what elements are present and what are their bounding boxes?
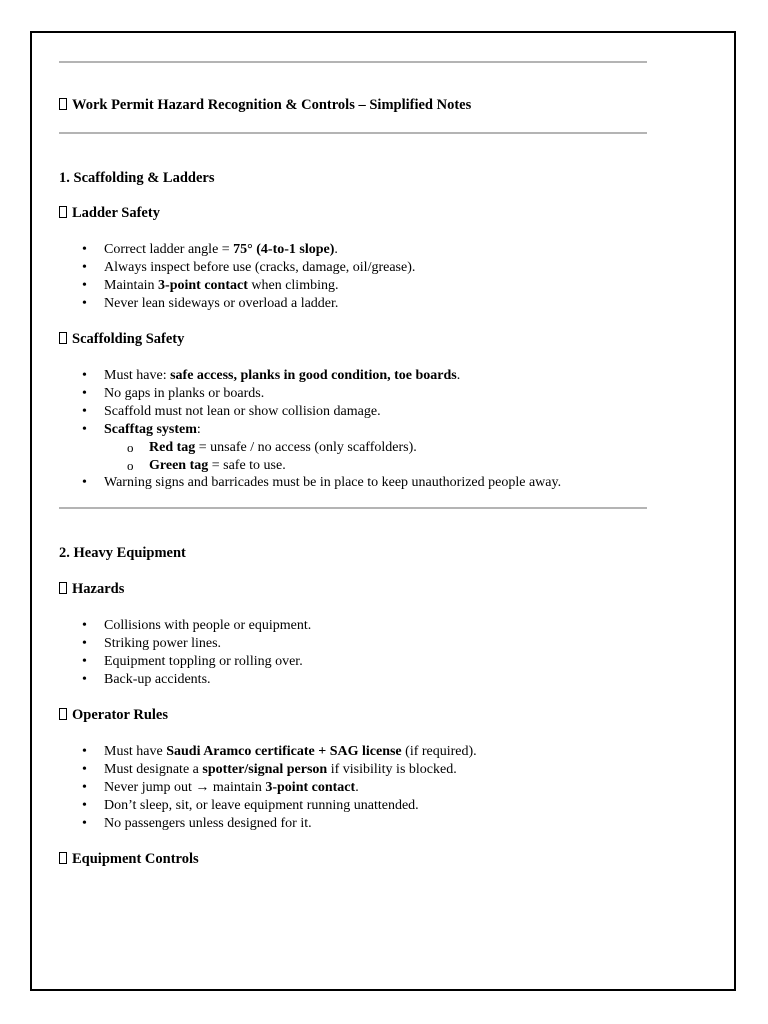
placeholder-glyph-icon: [59, 582, 67, 594]
subsection-heading: Operator Rules: [59, 707, 647, 724]
list-item: • Striking power lines.: [59, 635, 647, 653]
placeholder-glyph-icon: [59, 332, 67, 344]
hazards-list: [59, 617, 647, 689]
scaffolding-safety-list: [59, 367, 647, 492]
list-item: • Never jump out → maintain 3-point contact.: [59, 779, 647, 797]
divider: [59, 61, 647, 63]
section-heading: 2. Heavy Equipment: [59, 545, 186, 561]
list-item: • Maintain 3-point contact when climbing.: [59, 277, 647, 295]
list-item: • No passengers unless designed for it.: [59, 815, 647, 833]
list-item: • Scaffold must not lean or show collision damage.: [59, 403, 647, 421]
list-item: o Red tag = unsafe / no access (only scaffolders).: [59, 439, 647, 457]
divider: [59, 507, 647, 509]
list-item: • Always inspect before use (cracks, damage, oil/grease).: [59, 259, 647, 277]
list-item: • Warning signs and barricades must be in place to keep unauthorized people away.: [59, 474, 647, 492]
placeholder-glyph-icon: [59, 98, 67, 110]
scafftag-sublist: [59, 439, 647, 474]
list-item: • Must designate a spotter/signal person if visibility is blocked.: [59, 761, 647, 779]
subsection-heading: Scaffolding Safety: [59, 331, 647, 348]
list-item: • Must have: safe access, planks in good condition, toe boards.: [59, 367, 647, 385]
placeholder-glyph-icon: [59, 206, 67, 218]
list-item: • No gaps in planks or boards.: [59, 385, 647, 403]
list-item: • Must have Saudi Aramco certificate + SAG license (if required).: [59, 743, 647, 761]
list-item: • Scafftag system: o Red tag = unsafe / no access (only scaffolders). o Green tag = safe to use.: [59, 421, 647, 474]
subsection-heading: Equipment Controls: [59, 851, 647, 868]
placeholder-glyph-icon: [59, 708, 67, 720]
list-item: • Equipment toppling or rolling over.: [59, 653, 647, 671]
list-item: • Back-up accidents.: [59, 671, 647, 689]
list-item: • Don’t sleep, sit, or leave equipment running unattended.: [59, 797, 647, 815]
list-item: • Correct ladder angle = 75° (4-to-1 slope).: [59, 241, 647, 259]
ladder-safety-list: [59, 241, 647, 313]
subsection-heading: Hazards: [59, 581, 647, 598]
subsection-heading: Ladder Safety: [59, 205, 647, 222]
placeholder-glyph-icon: [59, 852, 67, 864]
divider: [59, 132, 647, 134]
page-title: Work Permit Hazard Recognition & Controls – Simplified Notes: [59, 97, 647, 114]
section-heading: 1. Scaffolding & Ladders: [59, 170, 215, 186]
operator-rules-list: [59, 743, 647, 833]
list-item: o Green tag = safe to use.: [59, 457, 647, 475]
list-item: • Never lean sideways or overload a ladder.: [59, 295, 647, 313]
list-item: • Collisions with people or equipment.: [59, 617, 647, 635]
document-content: [59, 61, 647, 868]
